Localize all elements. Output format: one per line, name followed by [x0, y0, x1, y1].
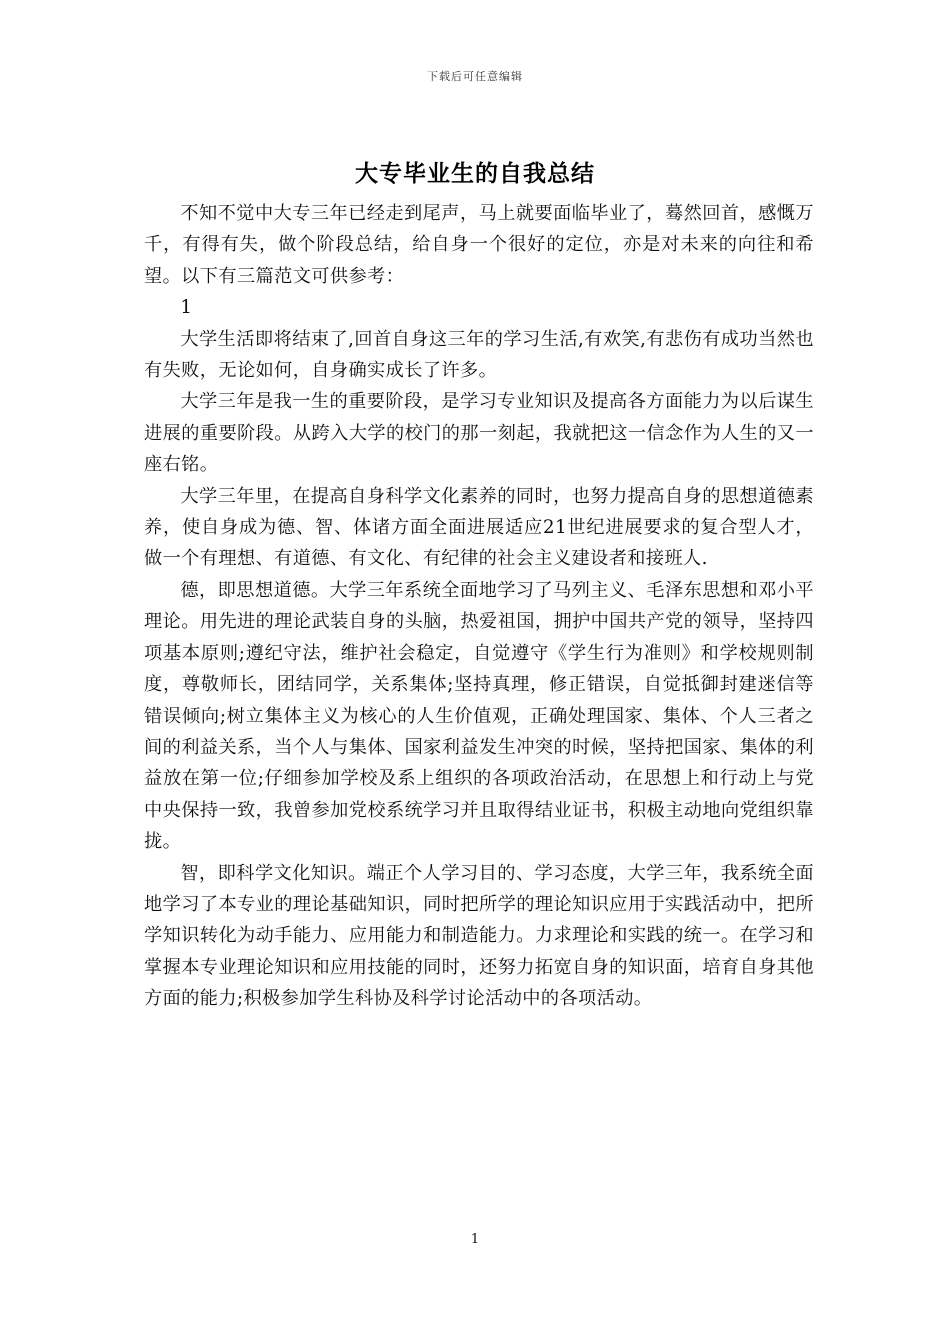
header-note: 下载后可任意编辑 [427, 70, 523, 83]
page-number: 1 [470, 1232, 480, 1247]
paragraph: 智，即科学文化知识。端正个人学习目的、学习态度，大学三年，我系统全面地学习了本专业的理论基础知识，同时把所学的理论知识应用于实践活动中，把所学知识转化为动手能力、应用能力和制造能力。力求理论和实践的统一。在学习和掌握本专业理论知识和应用技能的同时，还努力拓宽自身的知识面，培育自身其他方面的能力;积极参加学生科协及科学讨论活动中的各项活动。 [144, 862, 814, 1010]
paragraph: 德，即思想道德。大学三年系统全面地学习了马列主义、毛泽东思想和邓小平理论。用先进的理论武装自身的头脑，热爱祖国，拥护中国共产党的领导，坚持四项基本原则;遵纪守法，维护社会稳定，自觉遵守《学生行为准则》和学校规则制度，尊敬师长，团结同学，关系集体;坚持真理，修正错误，自觉抵御封建迷信等错误倾向;树立集体主义为核心的人生价值观，正确处理国家、集体、个人三者之间的利益关系，当个人与集体、国家利益发生冲突的时候，坚持把国家、集体的利益放在第一位;仔细参加学校及系上组织的各项政治活动，在思想上和行动上与党中央保持一致，我曾参加党校系统学习并且取得结业证书，积极主动地向党组织靠拢。 [144, 579, 814, 853]
document-body [144, 198, 814, 1015]
section-number: 1 [180, 297, 193, 319]
paragraph: 大学三年里，在提高自身科学文化素养的同时，也努力提高自身的思想道德素养，使自身成为德、智、体诸方面全面进展适应21世纪进展要求的复合型人才，做一个有理想、有道德、有文化、有纪律的社会主义建设者和接班人. [144, 485, 814, 570]
paragraph: 大学生活即将结束了,回首自身这三年的学习生活,有欢笑,有悲伤有成功当然也有失败，无论如何，自身确实成长了许多。 [144, 328, 814, 382]
document-title: 大专毕业生的自我总结 [355, 161, 595, 187]
paragraph-intro: 不知不觉中大专三年已经走到尾声，马上就要面临毕业了，蓦然回首，感慨万千，有得有失，做个阶段总结，给自身一个很好的定位，亦是对未来的向往和希望。以下有三篇范文可供参考： [144, 203, 814, 287]
paragraph: 大学三年是我一生的重要阶段，是学习专业知识及提高各方面能力为以后谋生进展的重要阶段。从跨入大学的校门的那一刻起，我就把这一信念作为人生的又一座右铭。 [144, 391, 814, 476]
